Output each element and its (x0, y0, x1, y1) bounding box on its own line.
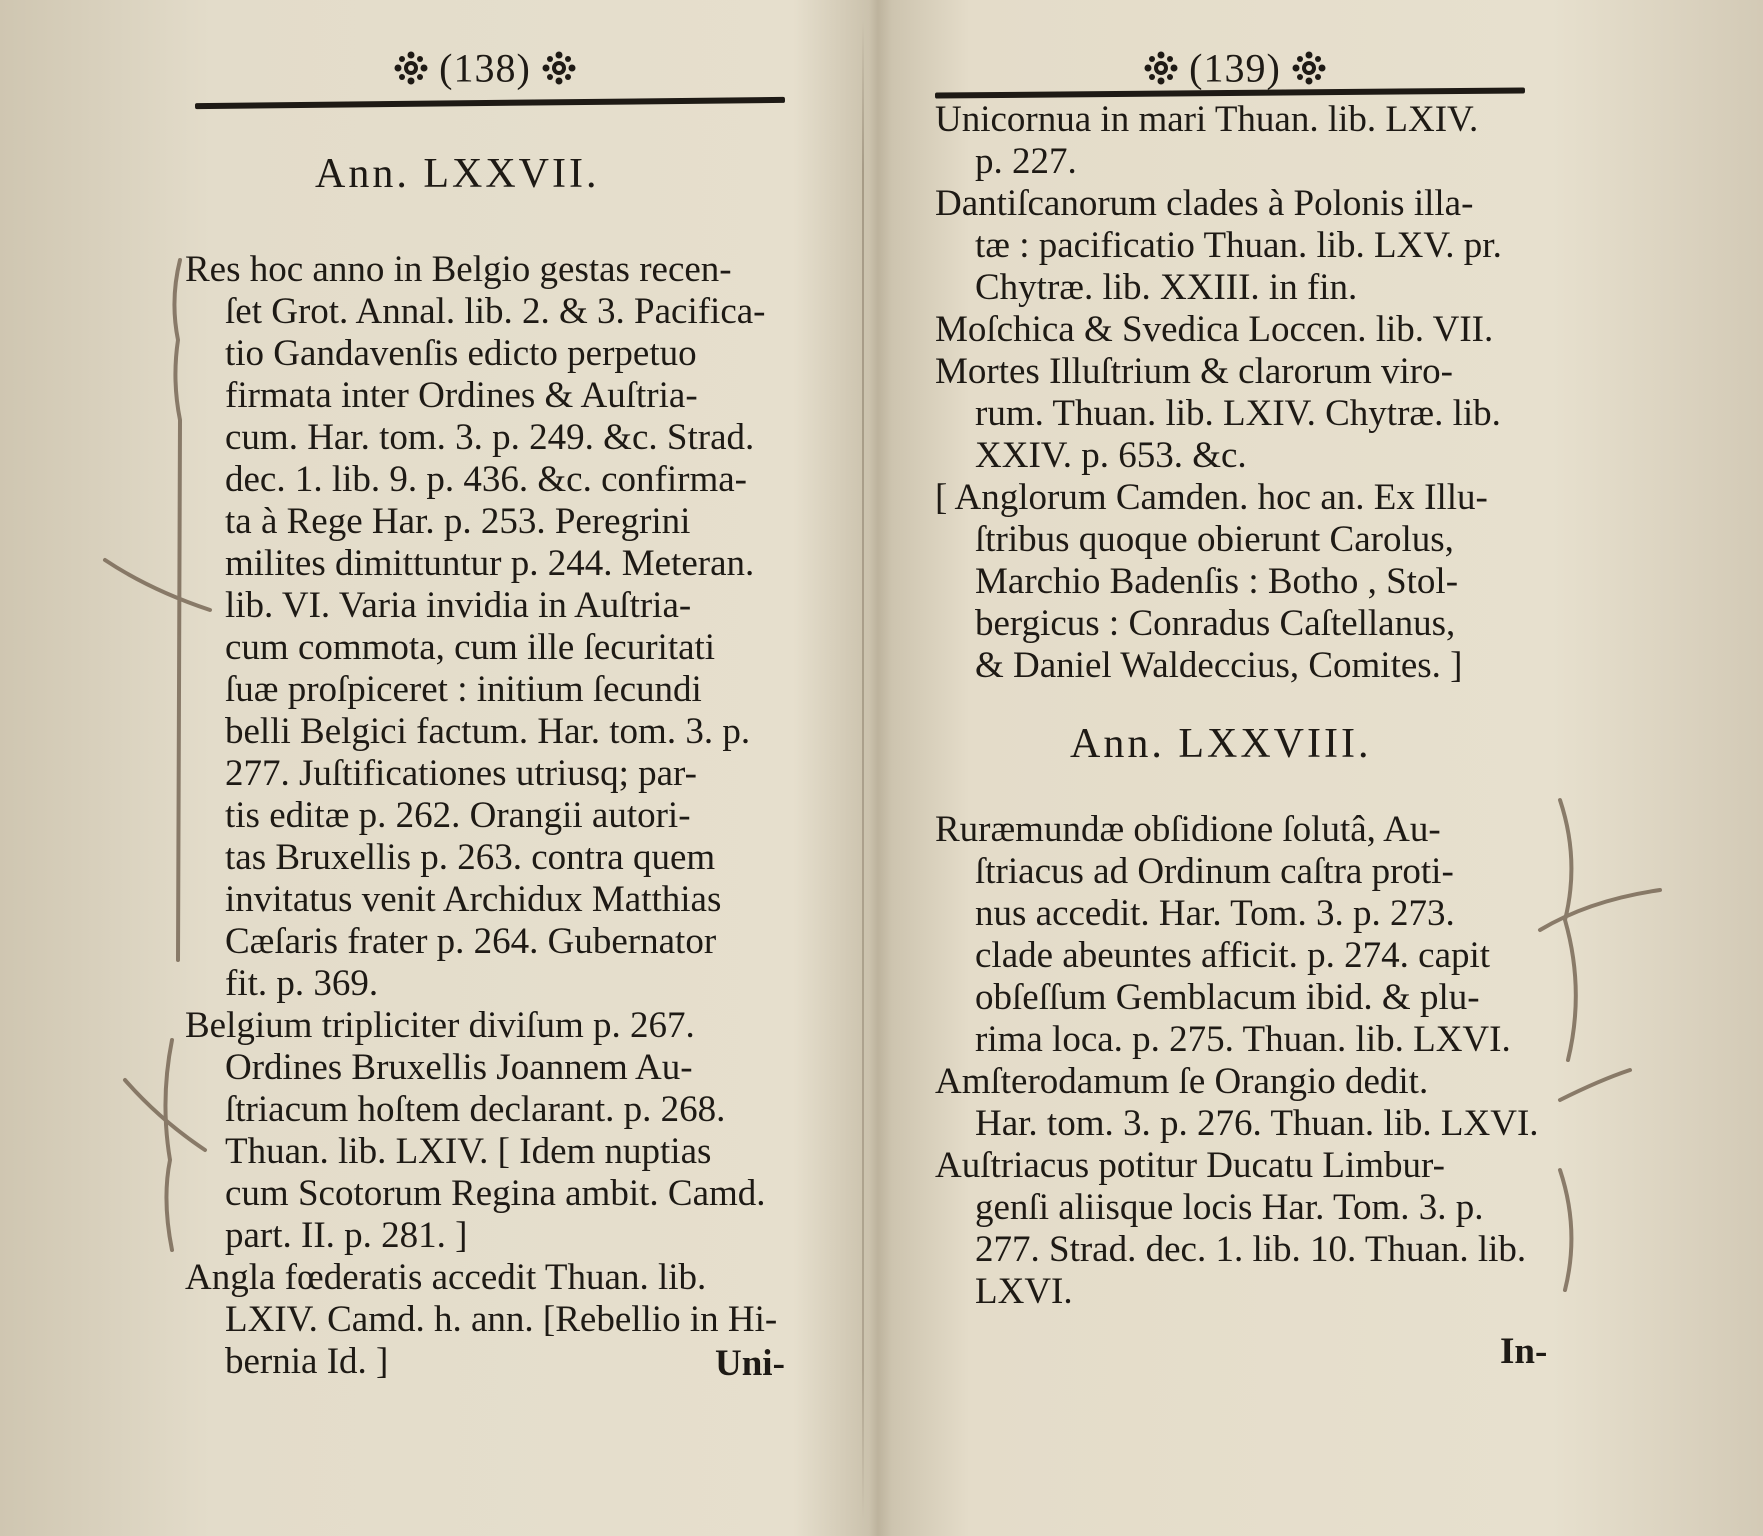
text-line: Auſtriacus potitur Ducatu Limbur- (935, 1145, 1445, 1186)
text-line: tio Gandavenſis edicto perpetuo (225, 333, 697, 374)
margin-cross-mark (105, 560, 210, 610)
left-page-header (185, 40, 785, 100)
text-line: tis editæ p. 262. Orangii autori- (225, 795, 691, 836)
text-line: Thuan. lib. LXIV. [ Idem nuptias (225, 1131, 712, 1172)
text-line: lib. VI. Varia invidia in Auſtria- (225, 585, 692, 626)
ornament-icon (394, 51, 428, 85)
margin-bracket-mark (165, 1040, 172, 1250)
text-line: cum commota, cum ille ſecuritati (225, 627, 716, 668)
text-line: Har. tom. 3. p. 276. Thuan. lib. LXVI. (975, 1103, 1539, 1144)
text-line: cum Scotorum Regina ambit. Camd. (225, 1173, 766, 1214)
text-line: LXVI. (975, 1271, 1073, 1312)
text-line: Angla fœderatis accedit Thuan. lib. (185, 1257, 707, 1298)
text-line: tæ : pacificatio Thuan. lib. LXV. pr. (975, 225, 1502, 266)
text-line: Unicornua in mari Thuan. lib. LXIV. (935, 99, 1479, 140)
text-line: cum. Har. tom. 3. p. 249. &c. Strad. (225, 417, 755, 458)
text-line: Cæſaris frater p. 264. Gubernator (225, 921, 717, 962)
text-line: genſi aliisque locis Har. Tom. 3. p. (975, 1187, 1484, 1228)
margin-bracket-mark (1560, 1170, 1571, 1290)
page-number: (138) (439, 45, 531, 91)
text-line: ſuæ proſpiceret : initium ſecundi (225, 669, 702, 710)
text-line: p. 227. (975, 141, 1077, 182)
text-line: [ Anglorum Camden. hoc an. Ex Illu- (935, 477, 1488, 518)
text-line: Moſchica & Svedica Loccen. lib. VII. (935, 309, 1494, 350)
text-line: rima loca. p. 275. Thuan. lib. LXVI. (975, 1019, 1511, 1060)
text-line: Dantiſcanorum clades à Polonis illa- (935, 183, 1474, 224)
text-line: LXIV. Camd. h. ann. [Rebellio in Hi- (225, 1299, 778, 1340)
text-line: ſtribus quoque obierunt Carolus, (975, 519, 1454, 560)
text-line: Ordines Bruxellis Joannem Au- (225, 1047, 693, 1088)
text-line: XXIV. p. 653. &c. (975, 435, 1247, 476)
text-line: ſtriacus ad Ordinum caſtra proti- (975, 851, 1454, 892)
book-gutter (862, 20, 864, 1520)
text-line: firmata inter Ordines & Auſtria- (225, 375, 698, 416)
ornament-icon (1292, 51, 1326, 85)
text-line: dec. 1. lib. 9. p. 436. &c. confirma- (225, 459, 747, 500)
text-line: milites dimittuntur p. 244. Meteran. (225, 543, 755, 584)
margin-bracket-mark (1560, 800, 1576, 1060)
text-line: Amſterodamum ſe Orangio dedit. (935, 1061, 1429, 1102)
margin-cross-mark (125, 1080, 205, 1150)
text-line: obſeſſum Gemblacum ibid. & plu- (975, 977, 1480, 1018)
text-line: 277. Strad. dec. 1. lib. 10. Thuan. lib. (975, 1229, 1527, 1270)
margin-cross-mark (1540, 890, 1660, 930)
text-line: tas Bruxellis p. 263. contra quem (225, 837, 716, 878)
text-line: belli Belgici factum. Har. tom. 3. p. (225, 711, 751, 752)
text-line: Belgium tripliciter diviſum p. 267. (185, 1005, 695, 1046)
year-heading: Ann. LXXVII. (315, 151, 600, 197)
page-number: (139) (1189, 45, 1281, 91)
text-line: Marchio Badenſis : Botho , Stol- (975, 561, 1459, 602)
text-line: clade abeuntes afficit. p. 274. capit (975, 935, 1491, 976)
right-page (935, 40, 1548, 1372)
text-line: bergicus : Conradus Caſtellanus, (975, 603, 1456, 644)
text-line: nus accedit. Har. Tom. 3. p. 273. (975, 893, 1455, 934)
text-line: & Daniel Waldeccius, Comites. ] (975, 645, 1463, 686)
text-line: Mortes Illuſtrium & clarorum viro- (935, 351, 1453, 392)
text-line: invitatus venit Archidux Matthias (225, 879, 722, 920)
text-line: ta à Rege Har. p. 253. Peregrini (225, 501, 691, 542)
text-line: ſet Grot. Annal. lib. 2. & 3. Pacifica- (225, 291, 766, 332)
text-line: ſtriacum hoſtem declarant. p. 268. (225, 1089, 726, 1130)
catchword: In- (1500, 1331, 1548, 1372)
text-line: 277. Juſtificationes utriusq; par- (225, 753, 697, 794)
margin-bracket-mark (174, 260, 180, 960)
catchword: Uni- (715, 1343, 785, 1384)
left-page (185, 40, 785, 1384)
ornament-icon (1144, 51, 1178, 85)
text-line: bernia Id. ] (225, 1341, 389, 1382)
text-line: rum. Thuan. lib. LXIV. Chytræ. lib. (975, 393, 1501, 434)
text-line: Chytræ. lib. XXIII. in fin. (975, 267, 1358, 308)
text-line: Res hoc anno in Belgio gestas recen- (185, 249, 732, 290)
text-line: part. II. p. 281. ] (225, 1215, 468, 1256)
year-heading: Ann. LXXVIII. (1070, 721, 1372, 767)
ornament-icon (542, 51, 576, 85)
margin-cross-mark (1560, 1070, 1630, 1100)
text-line: fit. p. 369. (225, 963, 379, 1004)
text-line: Ruræmundæ obſidione ſolutâ, Au- (935, 809, 1441, 850)
